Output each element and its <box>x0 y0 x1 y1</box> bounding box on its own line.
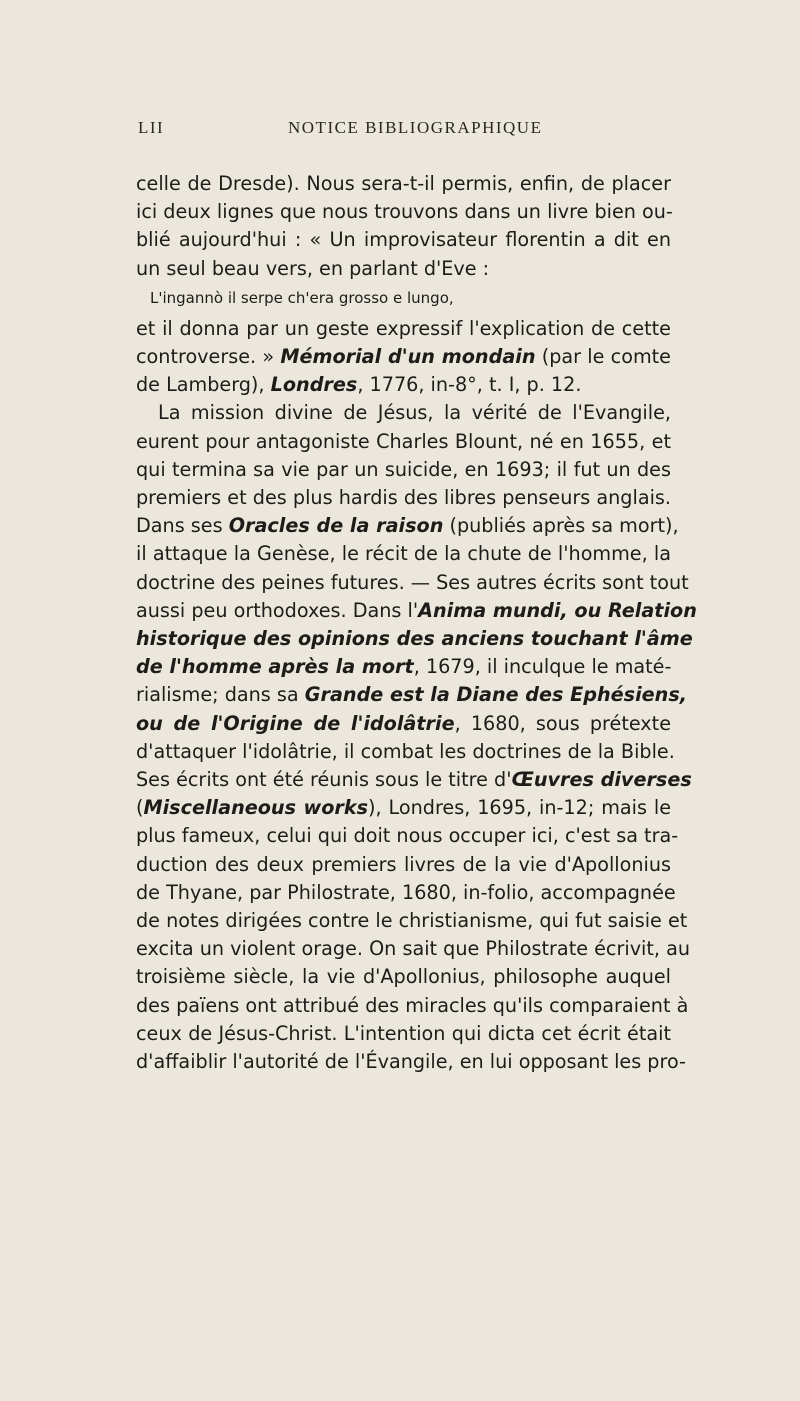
text-run: aussi peu orthodoxes. Dans l' <box>136 598 419 622</box>
text-run: Ses écrits ont été réunis sous le titre d' <box>136 768 512 792</box>
text-run: doctrine des peines futures. — Ses autres écrits sont tout <box>136 570 689 594</box>
text-line <box>136 198 671 226</box>
text-line <box>136 851 671 879</box>
italic-title: Londres <box>270 373 358 397</box>
text-line <box>136 569 689 597</box>
text-run: ceux de Jésus-Christ. L'intention qui dicta cet écrit était <box>136 1021 671 1045</box>
text-run: Dans ses <box>136 514 229 538</box>
italic-title: Oracles de la raison <box>228 514 444 538</box>
text-line <box>136 822 679 850</box>
italic-title: Œuvres diverses <box>511 768 692 792</box>
text-line <box>136 456 671 484</box>
text-run: ( <box>136 796 144 820</box>
italic-title: Miscellaneous works <box>143 796 369 820</box>
text-line <box>136 512 679 540</box>
text-run: excita un violent orage. On sait que Philostrate écrivit, au <box>136 937 691 961</box>
text-run: (publiés après sa mort), <box>443 514 679 538</box>
body-text <box>136 170 697 1076</box>
text-line <box>136 226 671 254</box>
text-line <box>136 255 671 283</box>
text-line <box>136 540 671 568</box>
text-run: controverse. » <box>136 345 281 369</box>
text-run: plus fameux, celui qui doit nous occuper ici, c'est sa tra- <box>136 824 679 848</box>
text-run: ), Londres, 1695, in-12; mais le <box>368 796 671 820</box>
text-line <box>136 1048 686 1076</box>
text-run: des païens ont attribué des miracles qu'ils comparaient à <box>136 993 689 1017</box>
text-line <box>136 399 671 427</box>
text-run: duction des deux premiers livres de la vie d'Apollonius <box>136 852 671 876</box>
text-run: , 1679, il inculque le maté- <box>413 655 672 679</box>
text-run: d'attaquer l'idolâtrie, il combat les doctrines de la Bible. <box>136 739 675 763</box>
italic-title: Anima mundi, ou Relation <box>418 598 697 622</box>
text-run: premiers et des plus hardis des libres penseurs anglais. <box>136 486 671 510</box>
text-run: (par le comte <box>535 345 671 369</box>
text-line <box>136 681 688 709</box>
text-run: troisième siècle, la vie d'Apollonius, philosophe auquel <box>136 965 671 989</box>
italic-title: historique des opinions des anciens touchant l'âme <box>136 627 693 651</box>
text-run: rialisme; dans sa <box>136 683 305 707</box>
italic-title: Grande est la Diane des Ephésiens, <box>304 683 688 707</box>
text-line <box>136 738 675 766</box>
text-run: et il donna par un geste expressif l'explication de cette <box>136 316 671 340</box>
text-line <box>136 907 688 935</box>
text-line <box>136 992 689 1020</box>
running-header <box>138 118 696 138</box>
text-line <box>136 935 691 963</box>
text-line <box>136 1020 671 1048</box>
italic-title: ou de l'Origine de l'idolâtrie <box>136 711 455 735</box>
text-line <box>136 428 671 456</box>
text-line <box>136 653 671 681</box>
text-run: eurent pour antagoniste Charles Blount, né en 1655, et <box>136 429 671 453</box>
text-line <box>136 315 671 343</box>
text-line <box>136 794 671 822</box>
text-line <box>136 710 671 738</box>
text-line <box>136 343 671 371</box>
text-run: celle de Dresde). Nous sera-t-il permis, enfin, de placer <box>136 172 671 195</box>
text-run: un seul beau vers, en parlant d'Eve : <box>136 256 490 280</box>
text-run: qui termina sa vie par un suicide, en 1693; il fut un des <box>136 457 671 481</box>
text-run: , 1776, in-8°, t. I, p. 12. <box>357 373 582 397</box>
text-run: ici deux lignes que nous trouvons dans un livre bien ou- <box>136 200 673 224</box>
page-number: LII <box>138 118 165 137</box>
text-run: il attaque la Genèse, le récit de la chute de l'homme, la <box>136 542 671 566</box>
text-line <box>136 625 693 653</box>
verse-quotation <box>136 285 671 311</box>
text-run: La mission divine de Jésus, la vérité de l'Evangile, <box>158 401 671 425</box>
text-line <box>136 597 697 625</box>
text-run: de notes dirigées contre le christianisme, qui fut saisie et <box>136 909 688 933</box>
text-run: de Thyane, par Philostrate, 1680, in-folio, accompagnée <box>136 880 676 904</box>
text-line <box>136 766 692 794</box>
italic-title: Mémorial d'un mondain <box>280 345 536 369</box>
text-run: , 1680, sous prétexte <box>454 711 671 735</box>
text-line <box>136 963 671 991</box>
text-line <box>136 484 671 512</box>
text-run: L'ingannò il serpe ch'era grosso e lungo, <box>150 288 454 307</box>
text-run: d'affaiblir l'autorité de l'Évangile, en lui opposant les pro- <box>136 1050 686 1074</box>
text-line <box>136 170 671 198</box>
text-run: de Lamberg), <box>136 373 271 397</box>
text-line <box>136 879 676 907</box>
italic-title: de l'homme après la mort <box>136 655 414 679</box>
text-line <box>136 371 671 399</box>
text-run: blié aujourd'hui : « Un improvisateur florentin a dit en <box>136 228 671 252</box>
running-title: NOTICE BIBLIOGRAPHIQUE <box>288 118 543 137</box>
